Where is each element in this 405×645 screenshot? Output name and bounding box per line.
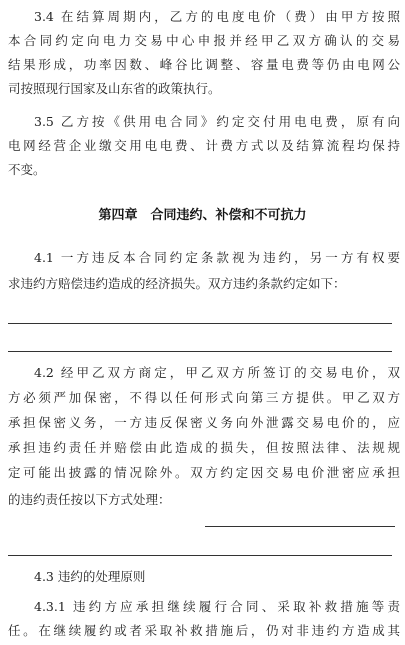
paragraph-4-1-line-2: 求违约方赔偿违约造成的经济损失。双方违约条款约定如下： (8, 276, 346, 291)
paragraph-3-5-line-3: 不变。 (8, 162, 46, 177)
paragraph-4-2-line-2: 方必须严加保密，不得以任何形式向第三方提供。甲乙双方 (8, 390, 400, 405)
paragraph-3-5-line-2: 电网经营企业缴交用电电费、计费方式以及结算流程均保持 (8, 138, 400, 153)
paragraph-4-1-line-1: 4.1 一方违反本合同约定条款视为违约，另一方有权要 (34, 250, 400, 265)
paragraph-4-2-line-1: 4.2 经甲乙双方商定，甲乙双方所签订的交易电价，双 (34, 365, 400, 380)
paragraph-4-3-heading: 4.3 违约的处理原则 (34, 569, 146, 584)
fill-in-blank-line (8, 555, 392, 556)
paragraph-3-4-line-2: 本合同约定向电力交易中心申报并经甲乙双方确认的交易 (8, 33, 400, 48)
chapter-4-heading: 第四章 合同违约、补偿和不可抗力 (98, 208, 307, 223)
paragraph-4-2-line-3: 承担保密义务，一方违反保密义务向外泄露交易电价的，应 (8, 415, 400, 430)
paragraph-3-4-line-1: 3.4 在结算周期内，乙方的电度电价（费）由甲方按照 (34, 9, 400, 24)
fill-in-blank-line (8, 351, 392, 352)
fill-in-blank-line (8, 323, 392, 324)
paragraph-4-2-line-6: 的违约责任按以下方式处理： (8, 492, 171, 507)
paragraph-3-4-line-4: 司按照现行国家及山东省的政策执行。 (8, 81, 221, 96)
paragraph-4-3-line-2: 任。在继续履约或者采取补救措施后，仍对非违约方造成其 (8, 623, 400, 638)
fill-in-blank-line (205, 526, 395, 527)
paragraph-4-3-line-1: 4.3.1 违约方应承担继续履行合同、采取补救措施等责 (34, 599, 400, 614)
paragraph-4-2-line-5: 定可能出披露的情况除外。双方约定因交易电价泄密应承担 (8, 465, 400, 480)
paragraph-4-2-line-4: 承担违约责任并赔偿由此造成的损失，但按照法律、法规规 (8, 440, 400, 455)
paragraph-3-4-line-3: 结果形成，功率因数、峰谷比调整、容量电费等仍由电网公 (8, 57, 400, 72)
paragraph-3-5-line-1: 3.5 乙方按《供用电合同》约定交付用电电费，原有向 (34, 114, 400, 129)
